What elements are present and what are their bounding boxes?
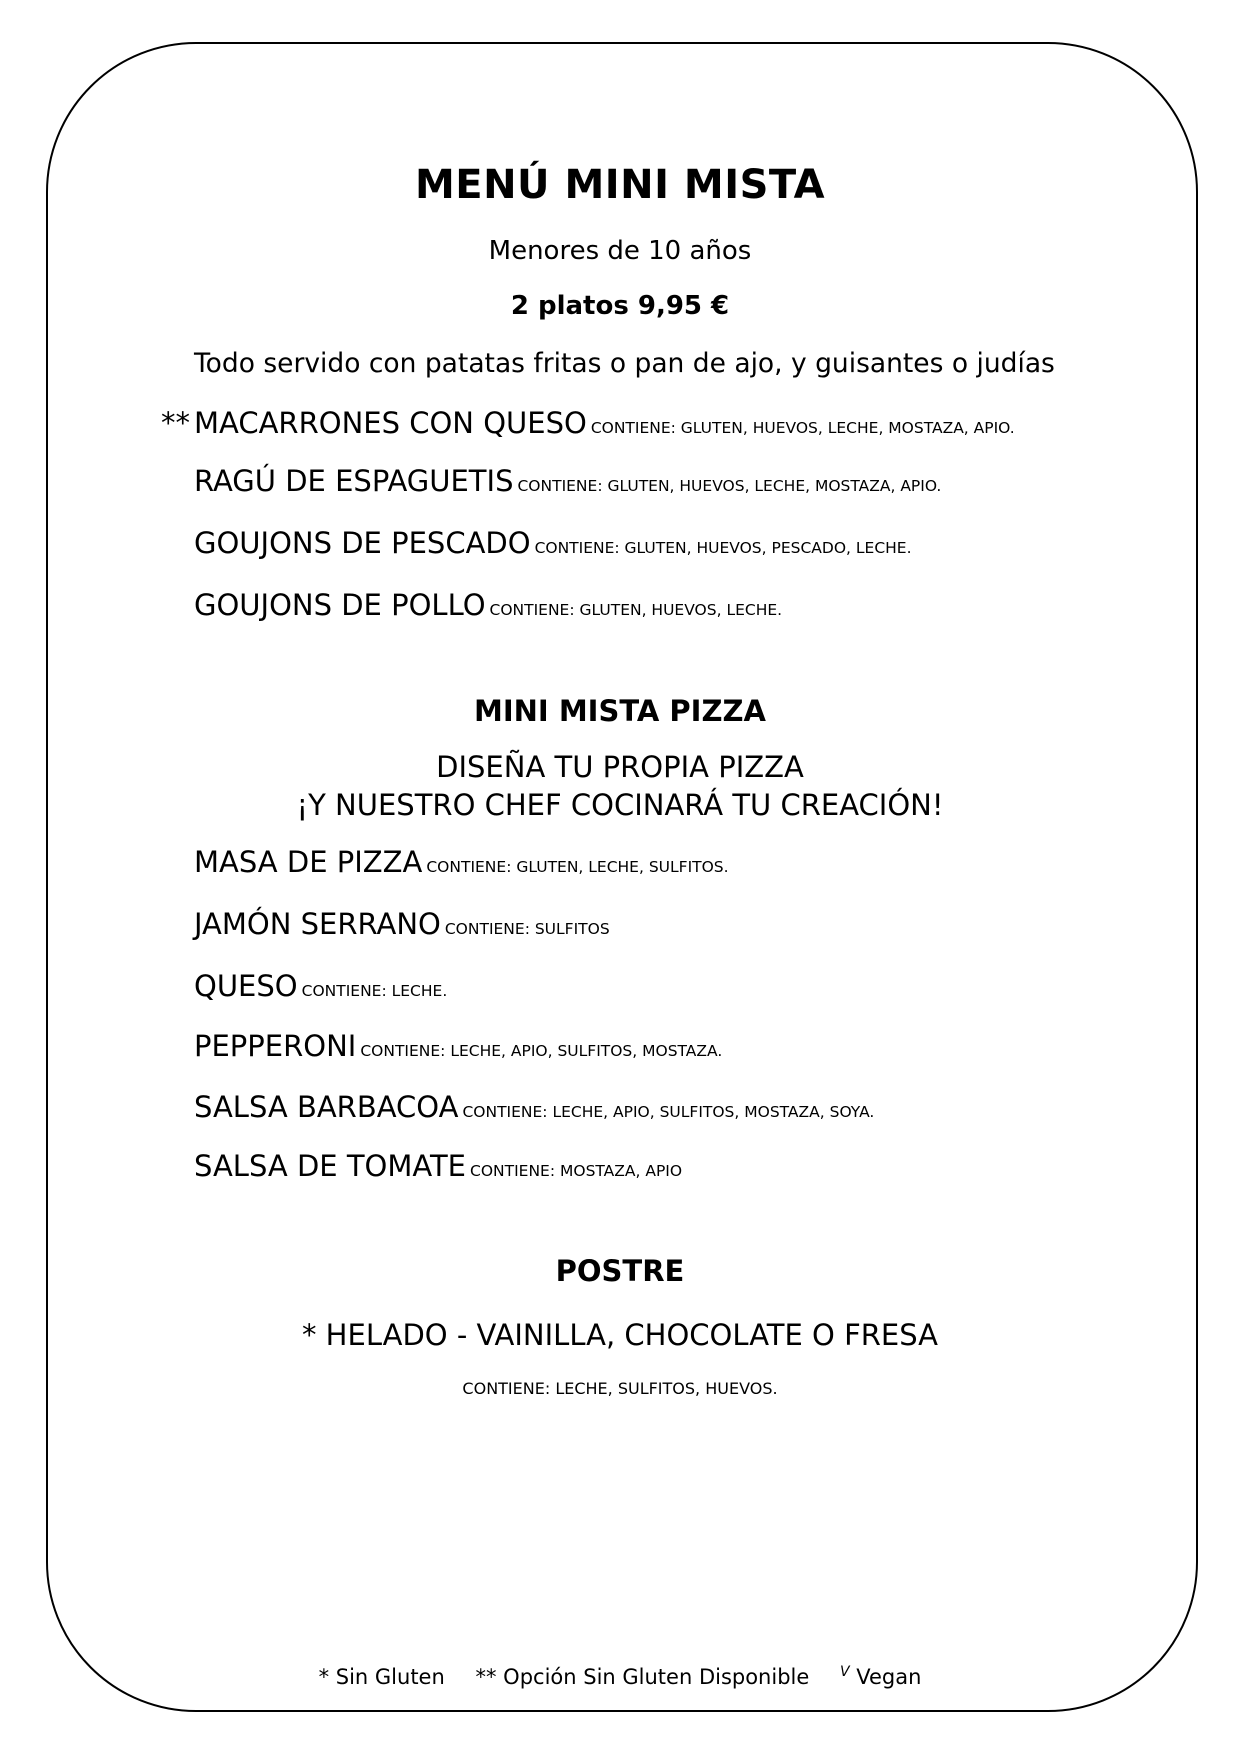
dessert-item: * HELADO - VAINILLA, CHOCOLATE O FRESA bbox=[301, 1318, 939, 1352]
pizza-item-name: SALSA BARBACOA bbox=[194, 1090, 459, 1124]
pizza-item-name: SALSA DE TOMATE bbox=[194, 1149, 467, 1183]
pizza-intro-line: DISEÑA TU PROPIA PIZZA bbox=[436, 750, 804, 784]
allergen-note: CONTIENE: LECHE, APIO, SULFITOS, MOSTAZA, SOYA. bbox=[462, 1103, 875, 1121]
pizza-item bbox=[194, 907, 610, 941]
legend-gluten-free-option: ** Opción Sin Gluten Disponible bbox=[475, 1665, 810, 1689]
main-item-name: GOUJONS DE POLLO bbox=[194, 588, 486, 622]
allergen-note: CONTIENE: GLUTEN, HUEVOS, LECHE, MOSTAZA, APIO. bbox=[517, 477, 942, 495]
allergen-note: CONTIENE: GLUTEN, HUEVOS, LECHE, MOSTAZA, APIO. bbox=[590, 419, 1015, 437]
main-item bbox=[194, 588, 782, 622]
legend-vegan bbox=[840, 1665, 921, 1689]
dessert-allergen-note: CONTIENE: LECHE, SULFITOS, HUEVOS. bbox=[462, 1379, 778, 1398]
allergen-note: CONTIENE: LECHE. bbox=[301, 982, 448, 1000]
served-with-note: Todo servido con patatas fritas o pan de ajo, y guisantes o judías bbox=[194, 348, 1055, 379]
main-item bbox=[194, 526, 912, 560]
pizza-item-name: JAMÓN SERRANO bbox=[194, 907, 441, 941]
menu-price: 2 platos 9,95 € bbox=[510, 291, 730, 321]
pizza-item-name: PEPPERONI bbox=[194, 1029, 357, 1063]
pizza-item-name: MASA DE PIZZA bbox=[194, 845, 423, 879]
main-item-name: MACARRONES CON QUESO bbox=[194, 406, 587, 440]
main-item-name: GOUJONS DE PESCADO bbox=[194, 526, 531, 560]
allergen-note: CONTIENE: GLUTEN, LECHE, SULFITOS. bbox=[426, 858, 729, 876]
legend-gluten-free: * Sin Gluten bbox=[318, 1665, 445, 1689]
dessert-section-title: POSTRE bbox=[555, 1254, 685, 1288]
pizza-intro-line: ¡Y NUESTRO CHEF COCINARÁ TU CREACIÓN! bbox=[296, 788, 944, 822]
gluten-marker: ** bbox=[161, 406, 190, 440]
allergen-note: CONTIENE: SULFITOS bbox=[444, 920, 610, 938]
menu-title: MENÚ MINI MISTA bbox=[414, 162, 826, 208]
allergen-note: CONTIENE: GLUTEN, HUEVOS, LECHE. bbox=[489, 601, 783, 619]
allergen-note: CONTIENE: MOSTAZA, APIO bbox=[470, 1162, 683, 1180]
pizza-item bbox=[194, 1090, 874, 1124]
main-item bbox=[161, 406, 1015, 440]
pizza-item bbox=[194, 845, 729, 879]
allergen-note: CONTIENE: LECHE, APIO, SULFITOS, MOSTAZA. bbox=[360, 1042, 723, 1060]
pizza-item bbox=[194, 1149, 682, 1183]
main-item-name: RAGÚ DE ESPAGUETIS bbox=[194, 464, 514, 498]
main-item bbox=[194, 464, 941, 498]
pizza-section-title: MINI MISTA PIZZA bbox=[474, 694, 766, 728]
legend-vegan-label: Vegan bbox=[856, 1665, 922, 1689]
pizza-item bbox=[194, 1029, 722, 1063]
allergen-note: CONTIENE: GLUTEN, HUEVOS, PESCADO, LECHE. bbox=[534, 539, 912, 557]
menu-subtitle: Menores de 10 años bbox=[488, 236, 752, 266]
vegan-symbol: V bbox=[839, 1664, 850, 1680]
pizza-item-name: QUESO bbox=[194, 969, 298, 1003]
pizza-item bbox=[194, 969, 447, 1003]
legend bbox=[0, 1664, 1240, 1689]
